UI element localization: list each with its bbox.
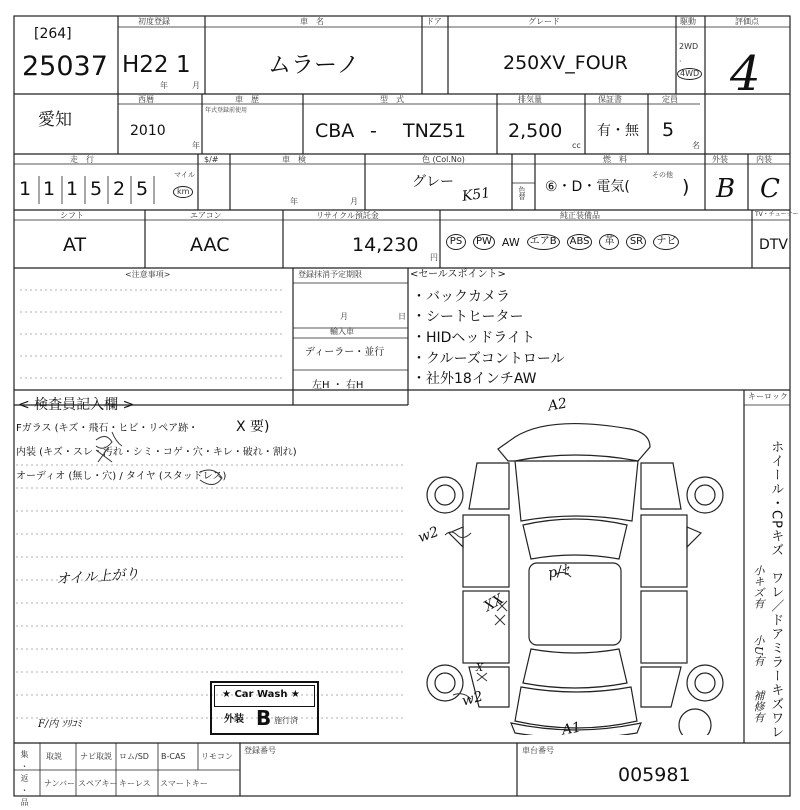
carwash-exterior: 外装 — [224, 714, 244, 725]
doc-smart-key: スマートキー — [160, 779, 208, 788]
doc-manual: 取説 — [46, 752, 62, 761]
sales-point: ・バックカメラ — [412, 289, 510, 305]
note-oil: オイル上がり — [55, 566, 140, 588]
recycle-amount: 14,230 — [352, 234, 419, 256]
tv: DTV — [759, 237, 788, 253]
key-note-dent: 小U有 — [752, 635, 765, 667]
equipment-sunroof: SR — [626, 234, 646, 250]
ac-label: エアコン — [190, 211, 222, 220]
capacity-unit: 名 — [692, 141, 700, 150]
displacement-unit: cc — [572, 141, 581, 150]
sales-point: ・社外18インチAW — [412, 371, 537, 387]
fuel-close: ) — [682, 176, 690, 198]
model-code: TNZ51 — [403, 120, 467, 142]
color-code: K51 — [461, 185, 492, 205]
sales-point: ・クルーズコントロール — [412, 351, 565, 367]
tv-label: TV・チューナー — [755, 211, 799, 218]
first-reg-month: 1 — [176, 52, 191, 78]
mark-xx: XX — [481, 591, 507, 615]
door-label: ドア — [426, 17, 442, 26]
history-note: 年式登録前使用 — [205, 107, 248, 114]
exterior-label: 外装 — [712, 155, 728, 164]
import-label: 輸入車 — [330, 327, 354, 336]
key-area-note: ホイール・CPキズ ワレ／ドアミラーキズワレ — [768, 440, 784, 739]
sales-point: ・HIDヘッドライト — [412, 330, 536, 346]
mark-w2-left: w2 — [415, 523, 441, 547]
first-reg-month-unit: 月 — [192, 81, 200, 90]
mileage-digit: 1 — [43, 178, 56, 200]
chassis-label: 車台番号 — [522, 746, 554, 755]
equipment-abs: ABS — [567, 234, 593, 250]
color-change-label: 色替 — [518, 186, 526, 200]
ac: AAC — [190, 234, 230, 256]
shift-label: シフト — [60, 211, 84, 220]
shaken-label: 車 検 — [282, 155, 306, 164]
model-prefix: CBA — [315, 120, 355, 142]
caution-label: <注意事項> — [125, 270, 171, 279]
check-audio-tire: オーディオ (無し・穴) / タイヤ (スタッドレス) — [16, 471, 227, 482]
fuel-label: 燃 料 — [603, 155, 627, 164]
mileage-digit: 5 — [90, 178, 103, 200]
sales-point: ・シートヒーター — [412, 309, 524, 325]
check-interior: 内装 (キズ・スレ・汚れ・シミ・コゲ・穴・キレ・破れ・割れ) — [16, 447, 297, 458]
warranty: 有・無 — [597, 123, 639, 139]
western-year-label: 西暦 — [138, 95, 154, 104]
carwash-stamp — [210, 681, 319, 735]
equipment-ps: PS — [446, 234, 466, 250]
history-label: 車 歴 — [235, 95, 259, 104]
key-lock-label: キーロック — [748, 392, 788, 401]
first-reg-era: H22 — [122, 52, 169, 78]
model-dash: - — [370, 120, 377, 142]
carwash-grade: B — [256, 706, 272, 730]
equipment-leather: 革 — [599, 234, 619, 250]
key-note-repair: 補修有 — [752, 690, 765, 723]
interior-grade: C — [760, 174, 780, 204]
western-year: 2010 — [130, 123, 166, 139]
mileage-digit: 2 — [113, 178, 126, 200]
equipment-label: 純正装備品 — [560, 211, 600, 220]
region: 愛知 — [38, 110, 72, 130]
mark-a2: A2 — [546, 395, 569, 415]
displacement-label: 排気量 — [518, 95, 542, 104]
mile-label: マイル — [174, 171, 195, 179]
docs-label: 集・返・品 — [20, 750, 29, 810]
western-year-unit: 年 — [192, 141, 200, 150]
stock-number: [264] — [34, 26, 72, 42]
exterior-grade: B — [716, 174, 736, 204]
check-windshield: Fガラス (キズ・飛石・ヒビ・リペア跡・ — [16, 423, 199, 434]
note-bottom: F/内 ｿﾘｺﾐ — [38, 719, 82, 730]
mileage-digit: 1 — [66, 178, 79, 200]
equipment-pw: PW — [473, 234, 495, 250]
sales-points-label: <セールスポイント> — [410, 269, 506, 280]
carwash-done: 施行済 — [274, 716, 298, 725]
interior-label: 内装 — [756, 155, 772, 164]
inspector-title: < 検査員記入欄 > — [18, 397, 135, 413]
mileage-digit: 1 — [19, 178, 32, 200]
grade: 250XV_FOUR — [503, 52, 628, 74]
capacity: 5 — [662, 119, 675, 141]
equipment-airbag: エアB — [527, 234, 560, 250]
warranty-label: 保証書 — [598, 95, 622, 104]
model-name: ムラーノ — [268, 52, 360, 78]
mark-w2-bottom: w2 — [460, 688, 485, 710]
color-label: 色 (Col.No) — [422, 155, 465, 164]
displacement: 2,500 — [508, 120, 563, 142]
model-code-label: 型 式 — [380, 95, 404, 104]
check-windshield-mark: X 要) — [236, 419, 270, 435]
auction-sheet: [264] 25037 初度登録 H22 1 年 月 車 名 ムラーノ ドア グレード 250XV_FOUR 駆動 2WD · 4WD 評価点 4 愛知 西暦 2010 年 車 歴 年式登録前使用 型 式 CBA - TNZ51 排気量 2,500 cc 保証書 有・無 定員 5 名 走 行 1 1 1 5 2 5 マイル km $/# 車 検 年 月 色 (Col.No) グレー K51 色替 燃 料 ⑥・D・電気( その他 ) 外装 B 内装 C シフト AT エアコン AAC リサイクル預託金 14,230 円 純正装備品 PS PW AW エアB ABS 革 SR ナビ TV・チューナー DTV <注意事項> 登録抹消予定期限 月 日 輸入車 ディーラー・並行 左H ・ 右H <セールスポイント> ・バックカメラ ・シートヒーター ・HIDヘッドライト ・クルーズコントロール ・社外18インチAW < 検査員記入欄 > Fガラス (キズ・飛石・ヒビ・リペア跡・ X 要) 内装 (キズ・スレ・汚れ・シミ・コゲ・穴・キレ・破れ・割れ) オーディオ (無し・穴) / タイヤ (スタッドレス) オイル上がり F/内 ｿﾘｺﾐ ★ Car Wash ★ 外装 B 施行済 A2 w2 p/ｾ XX X w2 A1 キーロック ホイール・CPキズ ワレ／ドアミラーキズワレ 小キズ有 小U有 補修有 集・返・品 取説 ナビ取説 ロム/SD B-CAS リモコン ナンバー スペアキー キーレス スマートキー 登録番号 車台番号 005981 — [0, 0, 800, 800]
car-diagram — [405, 395, 745, 739]
equipment-aw: AW — [501, 235, 520, 249]
lot-number: 25037 — [22, 51, 108, 82]
import-options: ディーラー・並行 — [305, 347, 385, 358]
km-label: km — [173, 186, 193, 198]
evaluation-label: $/# — [204, 155, 219, 164]
fuel-options: ⑥・D・電気( — [545, 179, 630, 195]
doc-rom-sd: ロム/SD — [119, 752, 149, 761]
shaken-month-unit: 月 — [350, 197, 358, 206]
model-name-label: 車 名 — [300, 17, 324, 26]
grade-label: グレード — [528, 17, 560, 26]
recycle-yen: 円 — [430, 253, 438, 262]
doc-plate: ナンバー — [44, 779, 76, 788]
equipment-navi: ナビ — [653, 234, 679, 250]
first-reg-label: 初度登録 — [138, 17, 170, 26]
score-label: 評価点 — [735, 17, 759, 26]
reg-expiry-label: 登録抹消予定期限 — [298, 270, 362, 279]
reg-expiry-month: 月 — [340, 312, 348, 321]
handle-options: 左H ・ 右H — [312, 380, 364, 391]
doc-keyless: キーレス — [119, 779, 151, 788]
fuel-other: その他 — [652, 171, 673, 179]
first-reg-year-unit: 年 — [160, 81, 168, 90]
key-note-scratch: 小キズ有 — [752, 565, 765, 609]
mileage-digit: 5 — [136, 178, 149, 200]
shift: AT — [63, 234, 87, 256]
capacity-label: 定員 — [662, 95, 678, 104]
doc-navi-manual: ナビ取説 — [80, 752, 112, 761]
mark-x-bottom: X — [476, 663, 484, 674]
drive-2wd: 2WD — [679, 42, 699, 51]
doc-remote: リモコン — [201, 752, 233, 761]
recycle-label: リサイクル預託金 — [316, 211, 379, 220]
reg-number-label: 登録番号 — [244, 746, 276, 755]
doc-spare-key: スペアキー — [78, 779, 118, 788]
color: グレー — [412, 174, 454, 190]
drive-4wd: 4WD — [677, 68, 702, 80]
mark-panel-note: p/ｾ — [546, 562, 570, 582]
mark-a1: A1 — [560, 719, 583, 739]
equipment-list — [446, 234, 679, 250]
doc-bcas: B-CAS — [161, 752, 186, 761]
score: 4 — [730, 46, 761, 102]
carwash-title: ★ Car Wash ★ — [222, 689, 300, 700]
chassis-number: 005981 — [618, 764, 691, 786]
shaken-year-unit: 年 — [290, 197, 298, 206]
mileage-label: 走 行 — [70, 155, 94, 164]
drive-label: 駆動 — [680, 17, 696, 26]
reg-expiry-day: 日 — [398, 312, 406, 321]
